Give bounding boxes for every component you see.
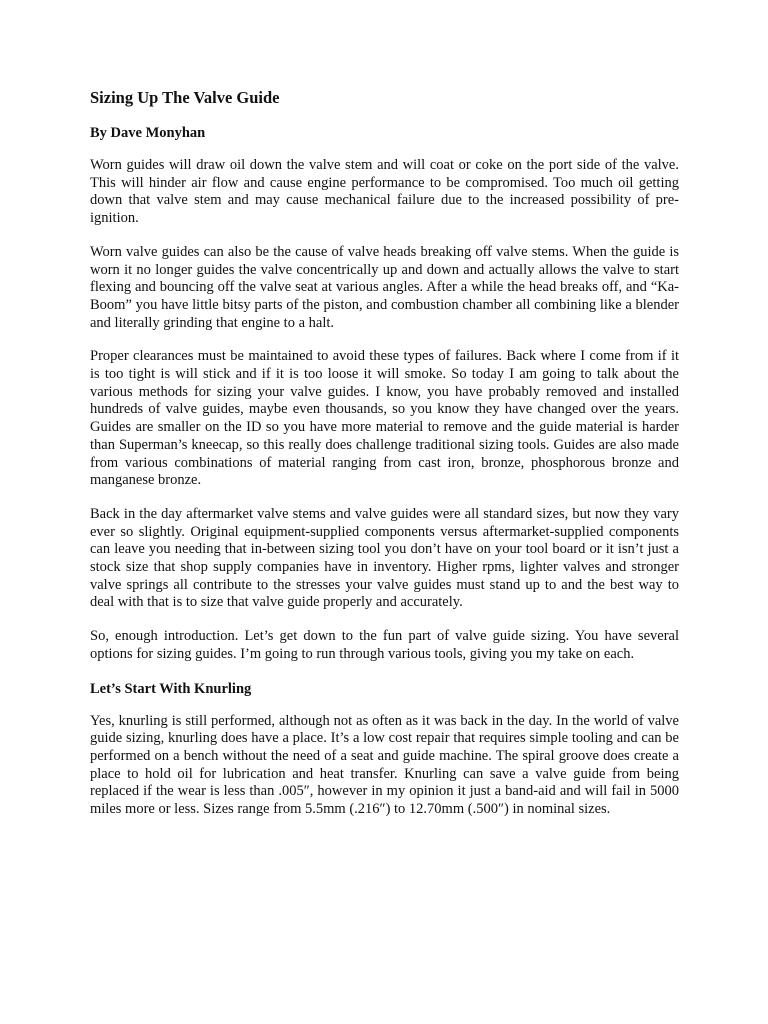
paragraph-6: Yes, knurling is still performed, although not as often as it was back in the day. In the world of valve guide sizing, knurling does have a place. It’s a low cost repair that requires simple tooling and can be performed on a bench without the need of a seat and guide machine. The spiral groove does create a place to hold oil for lubrication and heat transfer. Knurling can save a valve guide from being replaced if the wear is less than .005″, however in my opinion it just a band-aid and will fail in 5000 miles more or less. Sizes range from 5.5mm (.216″) to 12.70mm (.500″) in nominal sizes. (90, 712, 679, 818)
section-heading-knurling: Let’s Start With Knurling (90, 680, 252, 697)
document-page (90, 88, 679, 835)
article-byline: By Dave Monyhan (90, 125, 206, 141)
paragraph-2: Worn valve guides can also be the cause of valve heads breaking off valve stems. When the guide is worn it no longer guides the valve concentrically up and down and actually allows the valve to start flexing and bouncing off the valve seat at various angles. After a while the head breaks off, and “Ka-Boom” you have little bitsy parts of the piston, and combustion chamber all combining like a blender and literally grinding that engine to a halt. (90, 243, 679, 331)
paragraph-1: Worn guides will draw oil down the valve stem and will coat or coke on the port side of the valve. This will hinder air flow and cause engine performance to be compromised. Too much oil getting down that valve stem and may cause mechanical failure due to the increased possibility of pre-ignition. (90, 157, 679, 227)
paragraph-5: So, enough introduction. Let’s get down to the fun part of valve guide sizing. You have several options for sizing guides. I’m going to run through various tools, giving you my take on each. (90, 628, 679, 662)
paragraph-3: Proper clearances must be maintained to avoid these types of failures. Back where I come from if it is too tight is will stick and if it is too loose it will smoke. So today I am going to talk about the various methods for sizing your valve guides. I know, you have probably removed and installed hundreds of valve guides, maybe even thousands, so you know they have changed over the years. Guides are smaller on the ID so you have more material to remove and the guide material is harder than Superman’s kneecap, so this really does challenge traditional sizing tools. Guides are also made from various combinations of material ranging from cast iron, bronze, phosphorous bronze and manganese bronze. (90, 348, 679, 489)
article-title: Sizing Up The Valve Guide (90, 88, 280, 107)
paragraph-4: Back in the day aftermarket valve stems and valve guides were all standard sizes, but now they vary ever so slightly. Original equipment-supplied components versus aftermarket-supplied components can leave you needing that in-between sizing tool you don’t have on your tool board or it isn’t just a stock size that shop supply companies have in inventory. Higher rpms, lighter valves and stronger valve springs all contribute to the stresses your valve guides must stand up to and the best way to deal with that is to size that valve guide properly and accurately. (90, 505, 679, 611)
